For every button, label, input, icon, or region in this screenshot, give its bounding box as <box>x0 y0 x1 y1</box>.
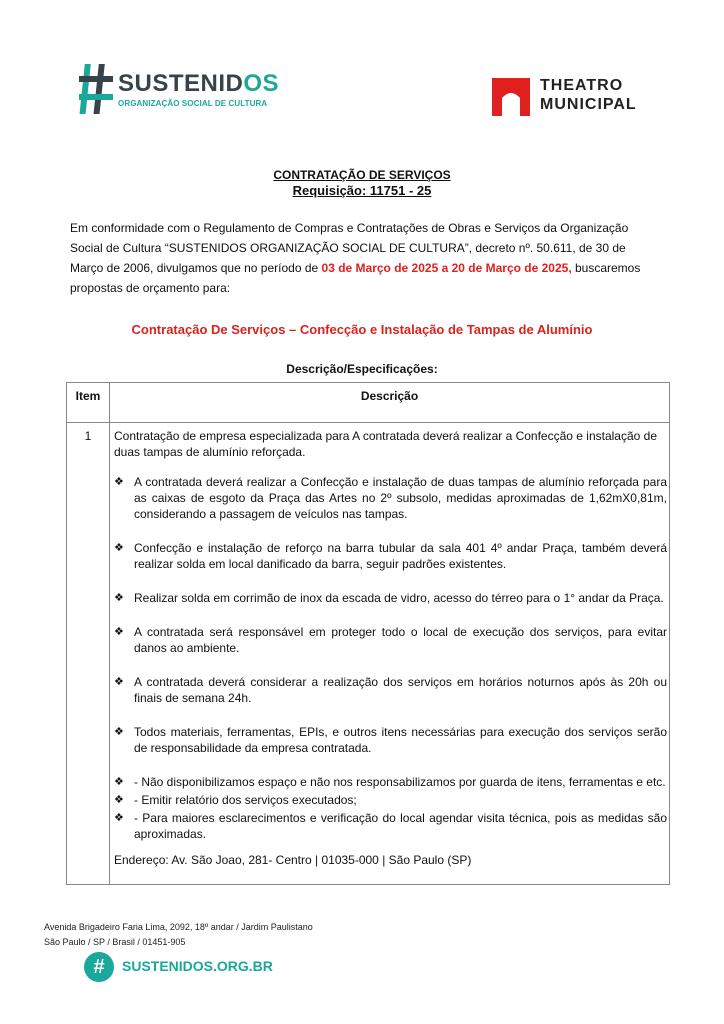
footer-logo <box>84 950 274 984</box>
diamond-bullet-icon: ❖ <box>114 592 124 604</box>
diamond-bullet-icon: ❖ <box>114 476 124 488</box>
diamond-bullet-icon: ❖ <box>114 794 124 806</box>
requisition-number: Requisição: 11751 - 25 <box>292 183 432 198</box>
list-item: ❖ A contratada deverá considerar a realização dos serviços em horários noturnos após às 20h ou finais de semana 24h. <box>114 675 667 705</box>
row-description <box>114 428 667 868</box>
period-highlight: 03 de Março de 2025 a 20 de Março de 2025, <box>321 261 572 275</box>
list-item: ❖ Realizar solda em corrimão de inox da escada de vidro, acesso do térreo para o 1° andar da Praça. <box>114 591 664 605</box>
hash-circle-icon: # <box>84 952 114 982</box>
header-description: Descrição <box>360 389 419 403</box>
sustenidos-tagline: ORGANIZAÇÃO SOCIAL DE CULTURA <box>118 99 268 108</box>
list-item: ❖ Confecção e instalação de reforço na barra tubular da sala 401 4º andar Praça, também deverá realizar solda em local danificado da barra, seguir padrões existentes. <box>114 541 667 571</box>
list-item: ❖ A contratada deverá realizar a Confecção e instalação de duas tampas de alumínio reforçada para as caixas de esgoto da Praça das Artes no 2º subsolo, medidas aproximadas de 1,62mX0,81m, considerando a passagem de veículos nas tampas. <box>114 475 667 521</box>
municipal-text: MUNICIPAL <box>540 96 637 113</box>
hash-icon <box>78 62 114 116</box>
diamond-bullet-icon: ❖ <box>114 812 124 824</box>
theatro-text: THEATRO <box>540 77 624 94</box>
theatro-municipal-logo <box>490 74 660 120</box>
footer-line-2: São Paulo / SP / Brasil / 01451-905 <box>44 937 186 947</box>
list-item: ❖ - Emitir relatório dos serviços executados; <box>114 793 357 807</box>
header-item: Item <box>75 389 101 403</box>
diamond-bullet-icon: ❖ <box>114 626 124 638</box>
list-item: ❖ A contratada será responsável em proteger todo o local de execução dos serviços, para evitar danos ao ambiente. <box>114 625 667 655</box>
service-subtitle: Contratação De Serviços – Confecção e Instalação de Tampas de Alumínio <box>131 322 593 337</box>
document-title: CONTRATAÇÃO DE SERVIÇOS <box>273 168 451 182</box>
diamond-bullet-icon: ❖ <box>114 676 124 688</box>
address-line: Endereço: Av. São Joao, 281- Centro | 01035-000 | São Paulo (SP) <box>114 853 472 867</box>
intro-paragraph: Em conformidade com o Regulamento de Compras e Contratações de Obras e Serviços da Organização Social de Cultura “SUSTENIDOS ORGANIZAÇÃO SOCIAL DE CULTURA”, decreto nº. 50.611, de 30 de Março de 2006, divulgamos que no período de 03 de Março de 2025 a 20 de Março de 2025, buscaremos propostas de orçamento para: <box>70 221 641 295</box>
row-number: 1 <box>84 429 92 443</box>
footer-line-1: Avenida Brigadeiro Faria Lima, 2092, 18º andar / Jardim Paulistano <box>44 922 313 932</box>
footer-url: SUSTENIDOS.ORG.BR <box>122 958 273 974</box>
list-item: ❖ - Para maiores esclarecimentos e verificação do local agendar visita técnica, pois as medidas são aproximadas. <box>114 811 667 841</box>
diamond-bullet-icon: ❖ <box>114 542 124 554</box>
diamond-bullet-icon: ❖ <box>114 726 124 738</box>
sustenidos-logo <box>78 62 280 122</box>
footer-address <box>44 920 313 950</box>
list-item: ❖ - Não disponibilizamos espaço e não nos responsabilizamos por guarda de itens, ferramentas e etc. <box>114 775 666 789</box>
sustenidos-brand: SUSTENIDOS <box>118 70 280 97</box>
list-item: ❖ Todos materiais, ferramentas, EPIs, e outros itens necessárias para execução dos serviços serão de responsabilidade da empresa contratada. <box>114 725 667 755</box>
specifications-table <box>66 382 670 885</box>
spec-title: Descrição/Especificações: <box>286 362 438 376</box>
diamond-bullet-icon: ❖ <box>114 776 124 788</box>
theatre-arch-icon <box>490 74 532 118</box>
row-lead: Contratação de empresa especializada para A contratada deverá realizar a Confecção e instalação de duas tampas de alumínio reforçada. <box>114 429 658 459</box>
